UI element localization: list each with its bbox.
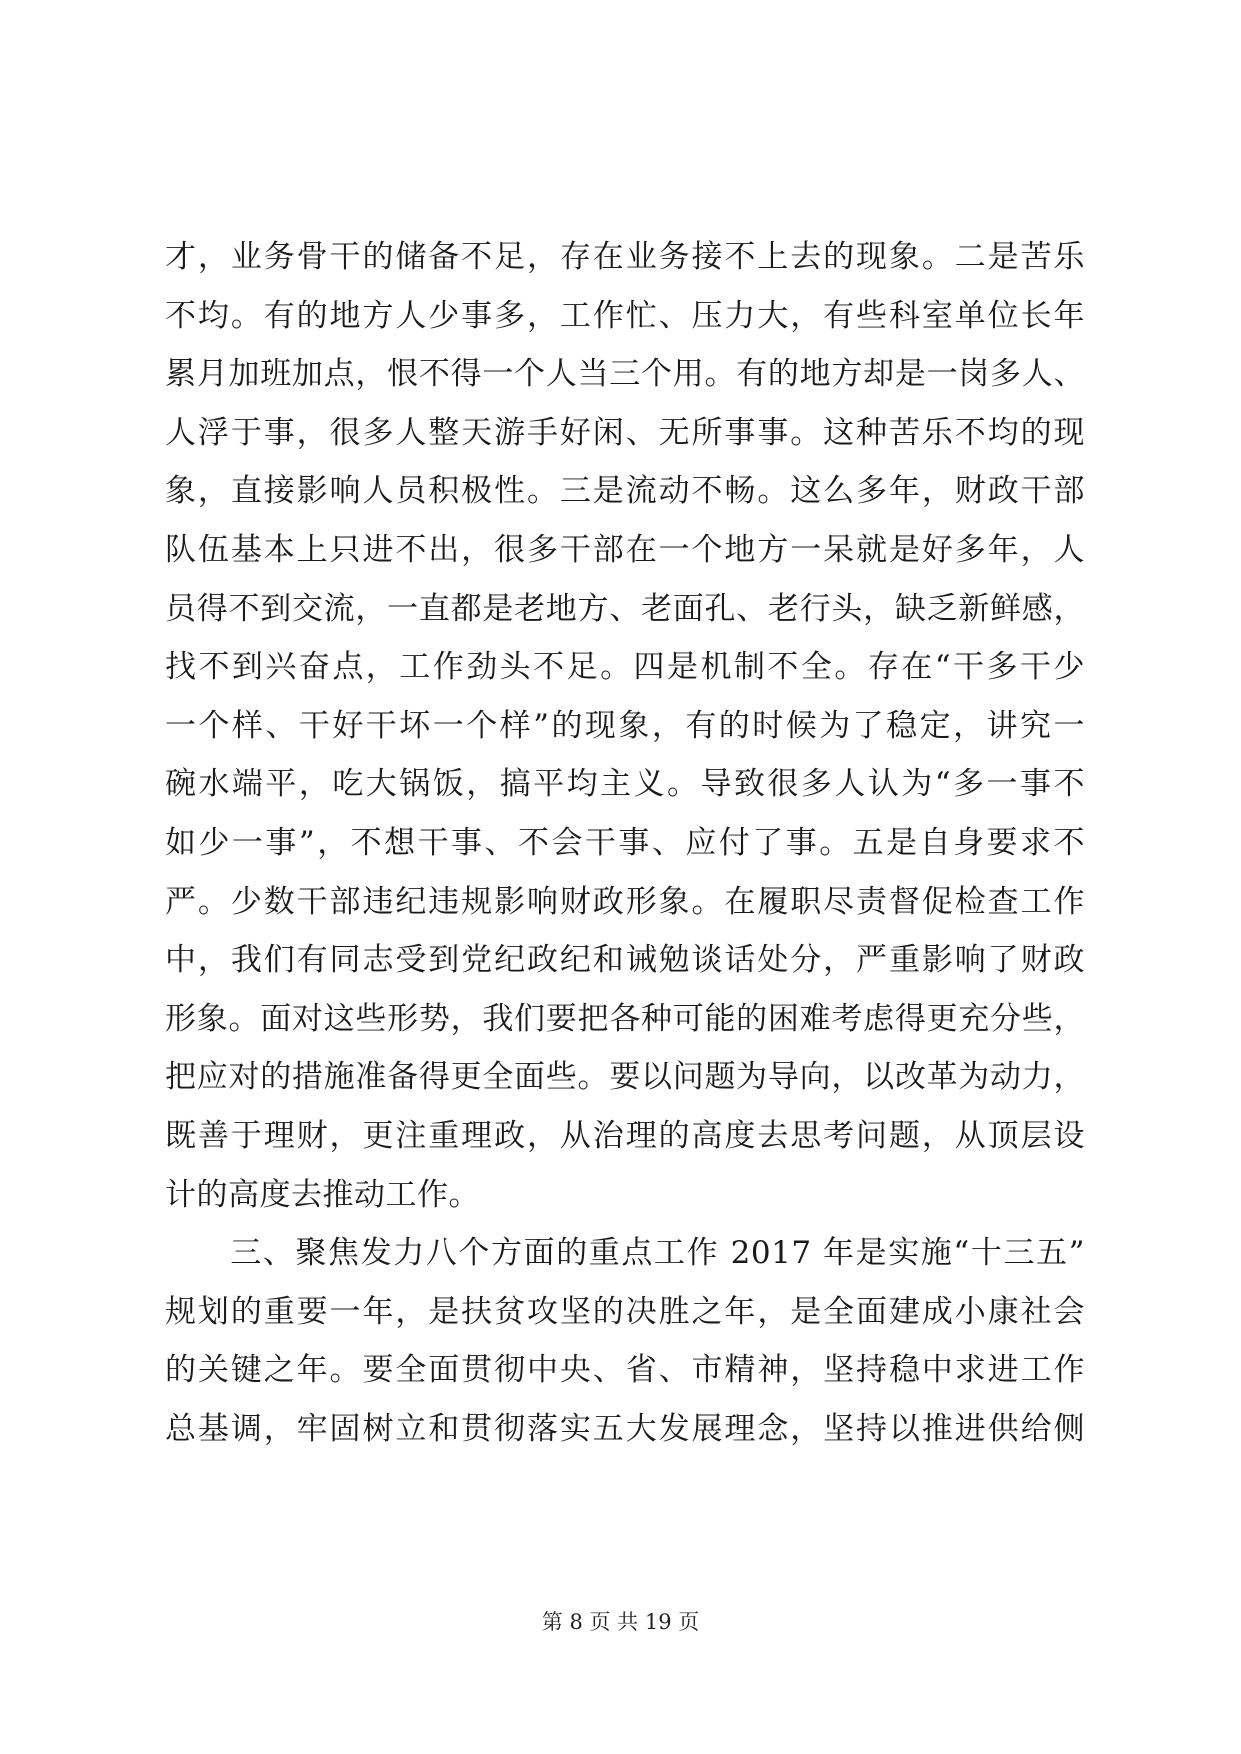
text-line: 人浮于事，很多人整天游手好闲、无所事事。这种苦乐不均的现 <box>165 414 1085 451</box>
text-line: 找不到兴奋点，工作劲头不足。四是机制不全。存在“干多干少 <box>165 649 1085 686</box>
text-line: 象，直接影响人员积极性。三是流动不畅。这么多年，财政干部 <box>165 473 1085 510</box>
text-line: 队伍基本上只进不出，很多干部在一个地方一呆就是好多年，人 <box>165 531 1085 568</box>
text-line: 总基调，牢固树立和贯彻落实五大发展理念，坚持以推进供给侧 <box>165 1410 1085 1447</box>
text-line: 不均。有的地方人少事多，工作忙、压力大，有些科室单位长年 <box>165 297 1085 334</box>
text-line: 累月加班加点，恨不得一个人当三个用。有的地方却是一岗多人、 <box>165 356 1085 393</box>
text-line: 规划的重要一年，是扶贫攻坚的决胜之年，是全面建成小康社会 <box>165 1293 1085 1330</box>
text-line: 中，我们有同志受到党纪政纪和诫勉谈话处分，严重影响了财政 <box>165 942 1085 979</box>
text-line: 碗水端平，吃大锅饭，搞平均主义。导致很多人认为“多一事不 <box>165 766 1085 803</box>
text-line: 一个样、干好干坏一个样”的现象，有的时候为了稳定，讲究一 <box>165 707 1085 744</box>
text-line: 如少一事”，不想干事、不会干事、应付了事。五是自身要求不 <box>165 824 1085 861</box>
text-line: 才，业务骨干的储备不足，存在业务接不上去的现象。二是苦乐 <box>165 239 1085 275</box>
text-line: 既善于理财，更注重理政，从治理的高度去思考问题，从顶层设 <box>165 1117 1085 1154</box>
text-line: 员得不到交流，一直都是老地方、老面孔、老行头，缺乏新鲜感， <box>165 590 1085 627</box>
text-line: 形象。面对这些形势，我们要把各种可能的困难考虑得更充分些， <box>165 1000 1085 1037</box>
body-text <box>165 228 1085 1458</box>
text-line: 把应对的措施准备得更全面些。要以问题为导向，以改革为动力， <box>165 1059 1085 1096</box>
text-line: 三、聚焦发力八个方面的重点工作 2017 年是实施“十三五” <box>165 1235 1085 1272</box>
page-number-footer: 第 8 页 共 19 页 <box>541 1610 700 1634</box>
text-line: 严。少数干部违纪违规影响财政形象。在履职尽责督促检查工作 <box>165 883 1085 920</box>
text-line: 计的高度去推动工作。 <box>165 1176 480 1213</box>
text-line: 的关键之年。要全面贯彻中央、省、市精神，坚持稳中求进工作 <box>165 1352 1085 1389</box>
